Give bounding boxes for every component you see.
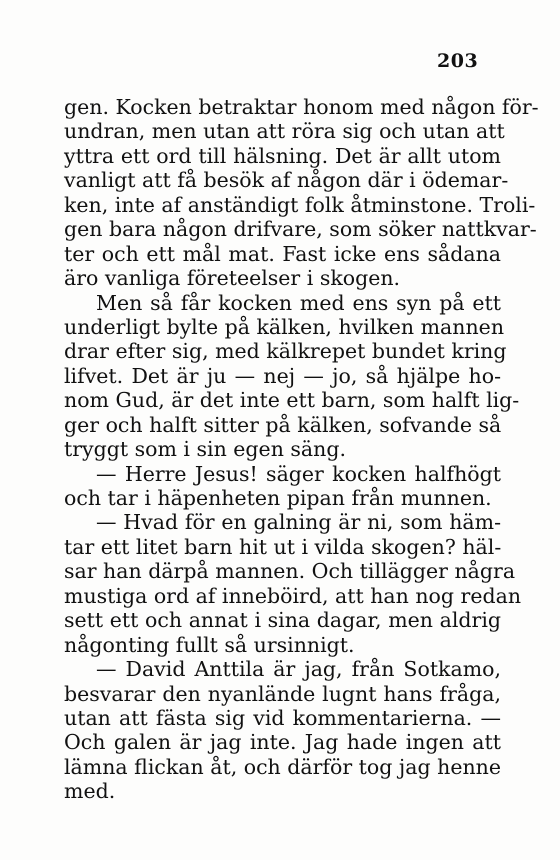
- paragraph: [64, 462, 501, 511]
- paragraph: [64, 510, 522, 657]
- paragraph: [64, 95, 539, 291]
- paragraph: [64, 290, 520, 462]
- text-line: undran, men utan att röra sig och utan att: [64, 119, 505, 144]
- text-line: besvarar den nyanlände lugnt hans fråga,: [64, 681, 501, 706]
- text-line: vanligt att få besök af någon där i ödemar-: [64, 168, 509, 193]
- text-line: sett ett och annat i sina dagar, men aldrig: [64, 608, 501, 633]
- text-line: och tar i häpenheten pipan från munnen.: [64, 486, 492, 510]
- text-line: tar ett litet barn hit ut i vilda skogen? häl-: [64, 534, 502, 559]
- text-line: någonting fullt så ursinnigt.: [64, 632, 355, 657]
- text-line: Men så får kocken med ens syn på ett: [96, 290, 501, 315]
- text-line: nom Gud, är det inte ett barn, som halft lig-: [64, 388, 520, 413]
- text-line: ter och ett mål mat. Fast icke ens sådana: [64, 241, 501, 266]
- text-line: — Hvad för en galning är ni, som häm-: [96, 510, 501, 535]
- text-line: yttra ett ord till hälsning. Det är allt utom: [64, 143, 501, 168]
- text-line: — Herre Jesus! säger kocken halfhögt: [96, 461, 501, 486]
- text-line: gen. Kocken betraktar honom med någon för-: [64, 95, 539, 119]
- text-line: underligt bylte på kälken, hvilken mannen: [64, 314, 505, 339]
- text-line: Och galen är jag inte. Jag hade ingen att: [64, 730, 501, 755]
- page-number: 203: [437, 50, 479, 72]
- text-line: utan att fästa sig vid kommentarierna. —: [64, 705, 501, 730]
- text-line: gen bara någon drifvare, som söker nattkvar-: [64, 217, 537, 242]
- text-line: mustiga ord af inneböird, att han nog redan: [64, 583, 522, 608]
- text-line: tryggt som i sin egen säng.: [64, 437, 346, 462]
- text-line: äro vanliga företeelser i skogen.: [64, 266, 401, 291]
- text-line: lifvet. Det är ju — nej — jo, så hjälpe ho-: [64, 363, 501, 388]
- text-line: ken, inte af anständigt folk åtminstone. Troli-: [64, 192, 536, 217]
- text-line: ger och halft sitter på kälken, sofvande så: [64, 412, 502, 437]
- text-line: lämna flickan åt, och därför tog jag henne: [64, 754, 501, 779]
- body-text: [64, 95, 539, 804]
- text-line: med.: [64, 779, 116, 804]
- paragraph: [64, 657, 501, 804]
- text-line: — David Anttila är jag, från Sotkamo,: [96, 657, 501, 682]
- text-line: sar han därpå mannen. Och tillägger några: [64, 559, 516, 584]
- text-line: drar efter sig, med kälkrepet bundet kring: [64, 339, 507, 364]
